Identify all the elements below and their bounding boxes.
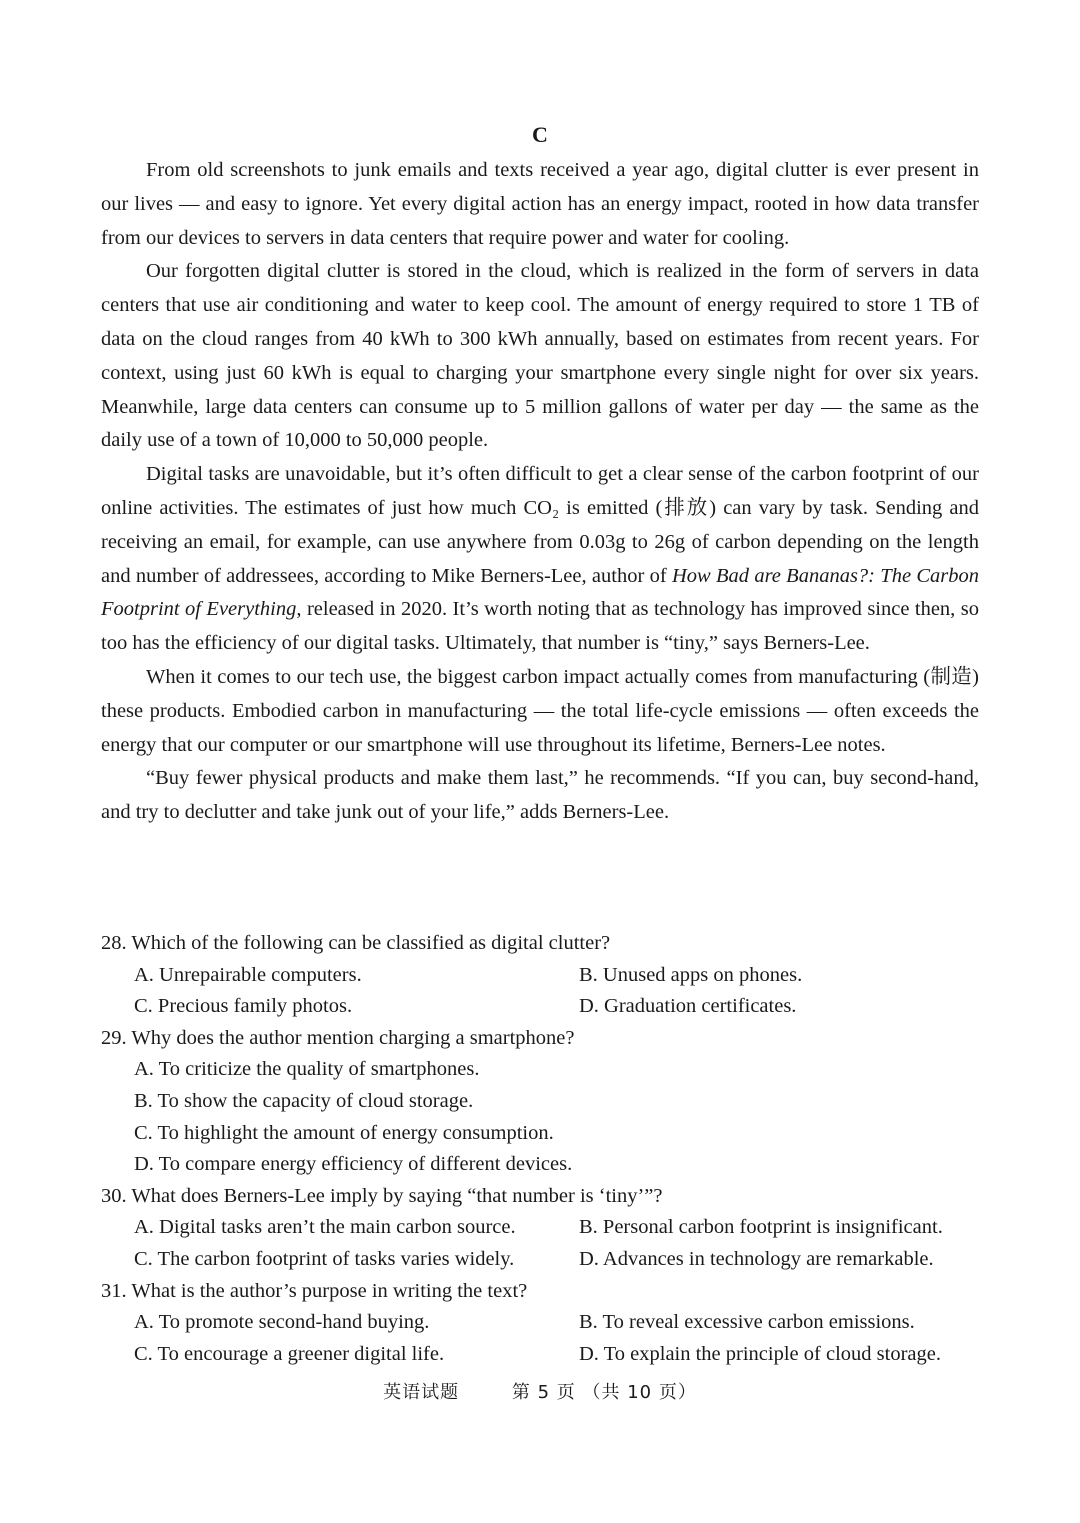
option-c: C. To encourage a greener digital life. — [134, 1342, 445, 1365]
option-c: C. To highlight the amount of energy consumption. — [134, 1121, 554, 1144]
passage-paragraph-4: When it comes to our tech use, the biggest carbon impact actually comes from manufacturing (制造) these products. Embodied carbon in manufacturing — the total life-cycle emissions — often exceeds the energy that our computer or our smartphone will use throughout its lifetime, Berners-Lee notes. — [101, 665, 979, 756]
option-c: C. Precious family photos. — [134, 995, 353, 1018]
question-31 — [101, 1276, 1001, 1371]
question-stem: 31. What is the author’s purpose in writing the text? — [101, 1279, 528, 1302]
question-stem: 28. Which of the following can be classified as digital clutter? — [101, 932, 611, 954]
option-b: B. To show the capacity of cloud storage. — [134, 1089, 474, 1112]
paragraph-3-text-a: Digital tasks are unavoidable, but it’s often difficult to get a clear sense of the carbon footprint of our online activities. The estimates of just how much CO₂ is emitted (排放) can vary by task. Sending and receiving an email, for example, can use anywhere from 0.03g to 26g of carbon depending on the length and number of addressees, according to Mike Berners-Lee, author of — [101, 463, 979, 587]
option-a: A. Digital tasks aren’t the main carbon source. — [134, 1216, 516, 1239]
section-title: C — [532, 122, 548, 147]
question-stem: 30. What does Berners-Lee imply by saying “that number is ‘tiny’”? — [101, 1184, 663, 1207]
option-c: C. The carbon footprint of tasks varies widely. — [134, 1247, 515, 1270]
option-d: D. To explain the principle of cloud storage. — [579, 1342, 941, 1365]
page-footer — [0, 1378, 1080, 1404]
option-a: A. Unrepairable computers. — [134, 963, 362, 986]
paragraph-3-text-b: , released in 2020. It’s worth noting that as technology has improved since then, so too has the efficiency of our digital tasks. Ultimately, that number is “tiny,” says Berners-Lee. — [101, 598, 979, 655]
footer-subject: 英语试题 — [383, 1382, 460, 1403]
option-d: D. Graduation certificates. — [579, 995, 797, 1018]
option-a: A. To promote second-hand buying. — [134, 1311, 430, 1334]
option-b: B. Personal carbon footprint is insignificant. — [579, 1216, 943, 1239]
passage-paragraph-5: “Buy fewer physical products and make them last,” he recommends. “If you can, buy second-hand, and try to declutter and take junk out of your life,” adds Berners-Lee. — [101, 767, 979, 824]
option-grid — [101, 960, 1001, 1023]
footer-page-number: 第 5 页 （共 10 页） — [511, 1382, 697, 1403]
question-stem: 29. Why does the author mention charging a smartphone? — [101, 1026, 575, 1049]
question-30 — [101, 1181, 1001, 1276]
option-a: A. To criticize the quality of smartphones. — [134, 1058, 480, 1081]
option-d: D. Advances in technology are remarkable. — [579, 1247, 934, 1270]
option-b: B. Unused apps on phones. — [579, 963, 803, 986]
option-grid — [101, 1212, 1001, 1275]
option-b: B. To reveal excessive carbon emissions. — [579, 1311, 915, 1334]
passage-paragraph-3 — [101, 458, 979, 661]
question-29 — [101, 1023, 1001, 1181]
option-grid — [101, 1307, 1001, 1370]
question-28 — [101, 928, 1001, 1023]
option-list — [101, 1054, 1001, 1180]
question-list — [101, 928, 1001, 1370]
reading-passage — [101, 154, 979, 830]
option-d: D. To compare energy efficiency of different devices. — [134, 1153, 573, 1176]
passage-paragraph-1: From old screenshots to junk emails and texts received a year ago, digital clutter is ever present in our lives — and easy to ignore. Yet every digital action has an energy impact, rooted in how data transfer from our devices to servers in data centers that require power and water for cooling. — [101, 159, 979, 249]
book-title: How Bad are Bananas?: The Carbon Footprint of Everything — [101, 564, 979, 621]
passage-paragraph-2: Our forgotten digital clutter is stored in the cloud, which is realized in the form of servers in data centers that use air conditioning and water to keep cool. The amount of energy required to store 1 TB of data on the cloud ranges from 40 kWh to 300 kWh annually, based on estimates from recent years. For context, using just 60 kWh is equal to charging your smartphone every single night for over six years. Meanwhile, large data centers can consume up to 5 million gallons of water per day — the same as the daily use of a town of 10,000 to 50,000 people. — [101, 260, 979, 452]
